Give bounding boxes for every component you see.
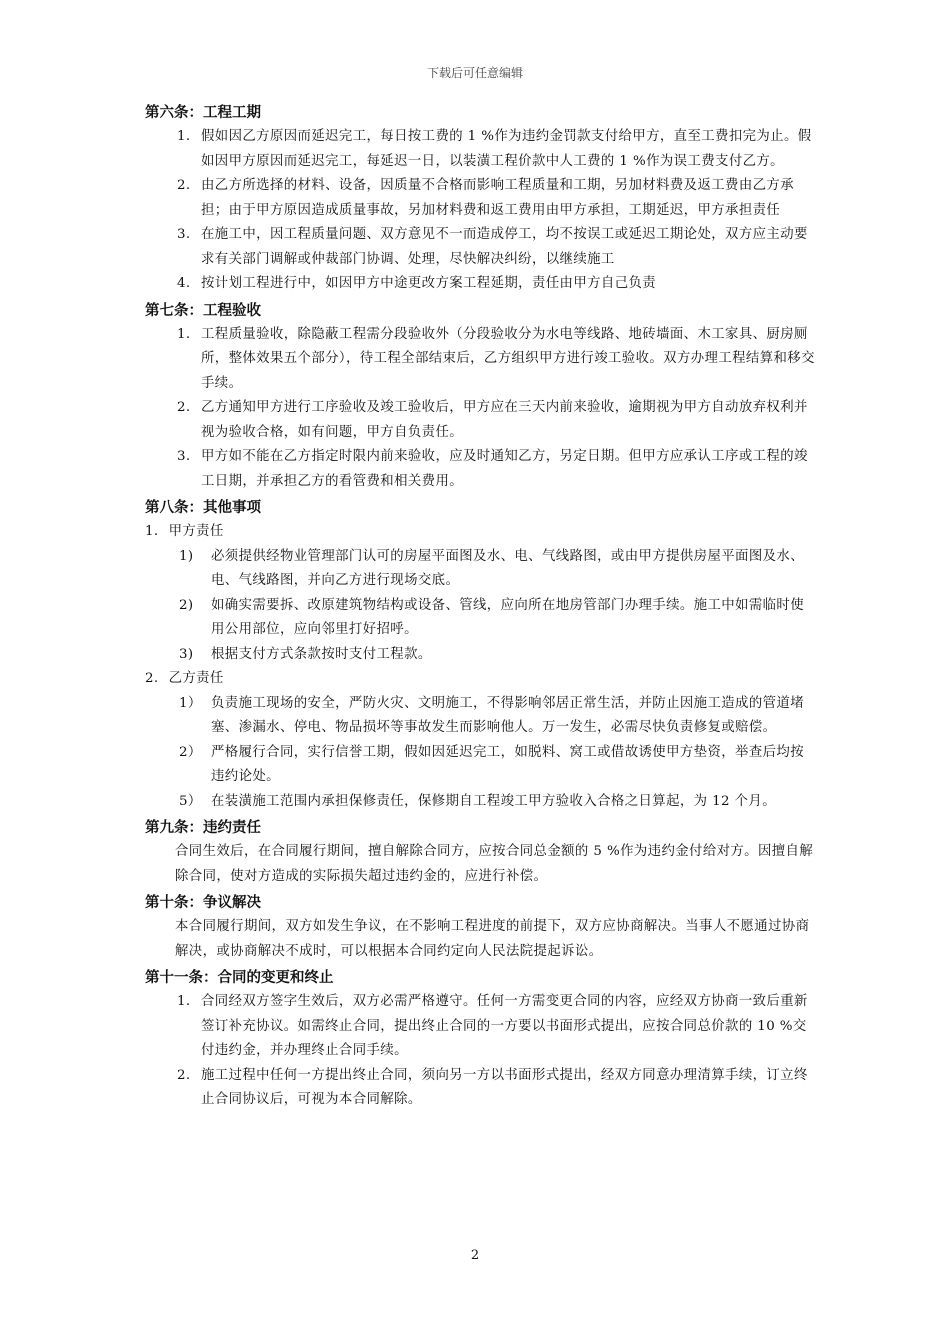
item-number: 3.	[177, 449, 191, 464]
item-text: 根据支付方式条款按时支付工程款。	[211, 646, 432, 662]
article-9-text: 合同生效后，在合同履行期间，擅自解除合同方，应按合同总金额的 5 %作为违约金付给对方。因擅自解除合同，使对方造成的实际损失超过违约金的，应进行补偿。	[175, 844, 814, 884]
item-number: 3.	[177, 227, 191, 242]
party-b-item-2	[145, 741, 815, 790]
party-a-title: 甲方责任	[168, 524, 224, 539]
item-number: 2)	[179, 597, 194, 613]
item-text: 工程质量验收，除隐蔽工程需分段验收外（分段验收分为水电等线路、地砖墙面、木工家具、厨房厕所，整体效果五个部分），待工程全部结束后，乙方组织甲方进行竣工验收。双方办理工程结算和移交手续。	[201, 326, 815, 391]
item-number: 1.	[145, 524, 159, 539]
article-6-title: 第六条：工程工期	[145, 105, 261, 121]
item-text: 如确实需要拆、改原建筑物结构或设备、管线，应向所在地房管部门办理手续。施工中如需临时使用公用部位，应向邻里打好招呼。	[211, 597, 804, 637]
item-number: 4.	[177, 276, 191, 291]
item-text: 负责施工现场的安全，严防火灾、文明施工，不得影响邻居正常生活，并防止因施工造成的管道堵塞、渗漏水、停电、物品损坏等事故发生而影响他人。万一发生，必需尽快负责修复或赔偿。	[211, 695, 804, 735]
article-6-item-2	[145, 174, 815, 223]
item-text: 按计划工程进行中，如因甲方中途更改方案工程延期，责任由甲方自己负责	[201, 276, 657, 291]
item-number: 2.	[177, 178, 191, 193]
article-10-title: 第十条：争议解决	[145, 895, 261, 911]
article-7-item-2	[145, 396, 815, 445]
item-number: 2.	[177, 1067, 191, 1083]
party-a-heading	[145, 520, 815, 545]
article-11-item-1	[145, 990, 815, 1064]
article-6-item-4	[145, 272, 815, 297]
item-number: 2）	[179, 744, 202, 760]
item-text: 严格履行合同，实行信誉工期，假如因延迟完工，如脱料、窝工或借故诱使甲方垫资，举查后均按违约论处。	[211, 744, 804, 784]
item-text: 由乙方所选择的材料、设备，因质量不合格而影响工程质量和工期，另加材料费及返工费由乙方承担；由于甲方原因造成质量事故，另加材料费和返工费用由甲方承担，工期延迟，甲方承担责任	[201, 178, 794, 218]
page-number: 2	[470, 1248, 480, 1263]
article-7-title: 第七条：工程验收	[145, 302, 261, 319]
article-6	[145, 101, 815, 297]
party-b-item-3	[145, 790, 815, 815]
article-6-item-1	[145, 125, 815, 174]
item-number: 2.	[177, 400, 191, 415]
item-text: 施工过程中任何一方提出终止合同，须向另一方以书面形式提出，经双方同意办理清算手续，订立终止合同协议后，可视为本合同解除。	[201, 1067, 808, 1107]
party-a-item-1	[145, 545, 815, 594]
article-11-item-2	[145, 1064, 815, 1113]
item-text: 在装潢施工范围内承担保修责任，保修期自工程竣工甲方验收入合格之日算起，为 12 个月。	[211, 793, 776, 809]
item-text: 甲方如不能在乙方指定时限内前来验收，应及时通知乙方，另定日期。但甲方应承认工序或工程的竣工日期，并承担乙方的看管费和相关费用。	[201, 449, 808, 489]
item-text: 合同经双方签字生效后，双方必需严格遵守。任何一方需变更合同的内容，应经双方协商一致后重新签订补充协议。如需终止合同，提出终止合同的一方要以书面形式提出，应按合同总价款的 10 %交付违约金，并办理终止合同手续。	[201, 994, 808, 1058]
item-number: 5）	[179, 793, 202, 809]
party-b-title: 乙方责任	[168, 671, 224, 686]
item-text: 在施工中，因工程质量问题、双方意见不一而造成停工，均不按误工或延迟工期论处，双方应主动要求有关部门调解或仲裁部门协调、处理，尽快解决纠纷，以继续施工	[201, 227, 808, 267]
article-7-item-1	[145, 323, 815, 397]
item-text: 乙方通知甲方进行工序验收及竣工验收后，甲方应在三天内前来验收，逾期视为甲方自动放弃权利并视为验收合格，如有问题，甲方自负责任。	[201, 400, 808, 440]
article-7	[145, 299, 815, 495]
item-number: 1.	[177, 326, 191, 342]
item-number: 1)	[179, 548, 194, 564]
item-number: 3)	[179, 646, 194, 662]
item-text: 必须提供经物业管理部门认可的房屋平面图及水、电、气线路图，或由甲方提供房屋平面图及水、电、气线路图，并向乙方进行现场交底。	[211, 548, 804, 588]
party-b-heading	[145, 667, 815, 692]
article-8	[145, 496, 815, 814]
article-9	[145, 816, 815, 889]
party-b-item-1	[145, 692, 815, 741]
document-body	[145, 100, 815, 1115]
page-header: 下载后可任意编辑	[426, 66, 523, 80]
article-6-item-3	[145, 223, 815, 272]
item-number: 2.	[145, 671, 159, 686]
article-9-title: 第九条：违约责任	[145, 820, 261, 836]
article-10	[145, 891, 815, 964]
item-number: 1）	[179, 695, 202, 711]
party-a-item-2	[145, 594, 815, 643]
party-a-item-3	[145, 643, 815, 668]
article-7-item-3	[145, 445, 815, 494]
item-text: 假如因乙方原因而延迟完工，每日按工费的 1 %作为违约金罚款支付给甲方，直至工费扣完为止。假如因甲方原因而延迟完工，每延迟一日，以装潢工程价款中人工费的 1 %作为误工费支付乙方。	[201, 129, 812, 169]
item-number: 1.	[177, 129, 191, 144]
article-11-title: 第十一条：合同的变更和终止	[145, 970, 334, 986]
item-number: 1.	[177, 994, 191, 1009]
article-10-text: 本合同履行期间，双方如发生争议，在不影响工程进度的前提下，双方应协商解决。当事人不愿通过协商解决，或协商解决不成时，可以根据本合同约定向人民法院提起诉讼。	[175, 919, 810, 959]
article-11	[145, 966, 815, 1113]
article-8-title: 第八条：其他事项	[145, 500, 261, 516]
